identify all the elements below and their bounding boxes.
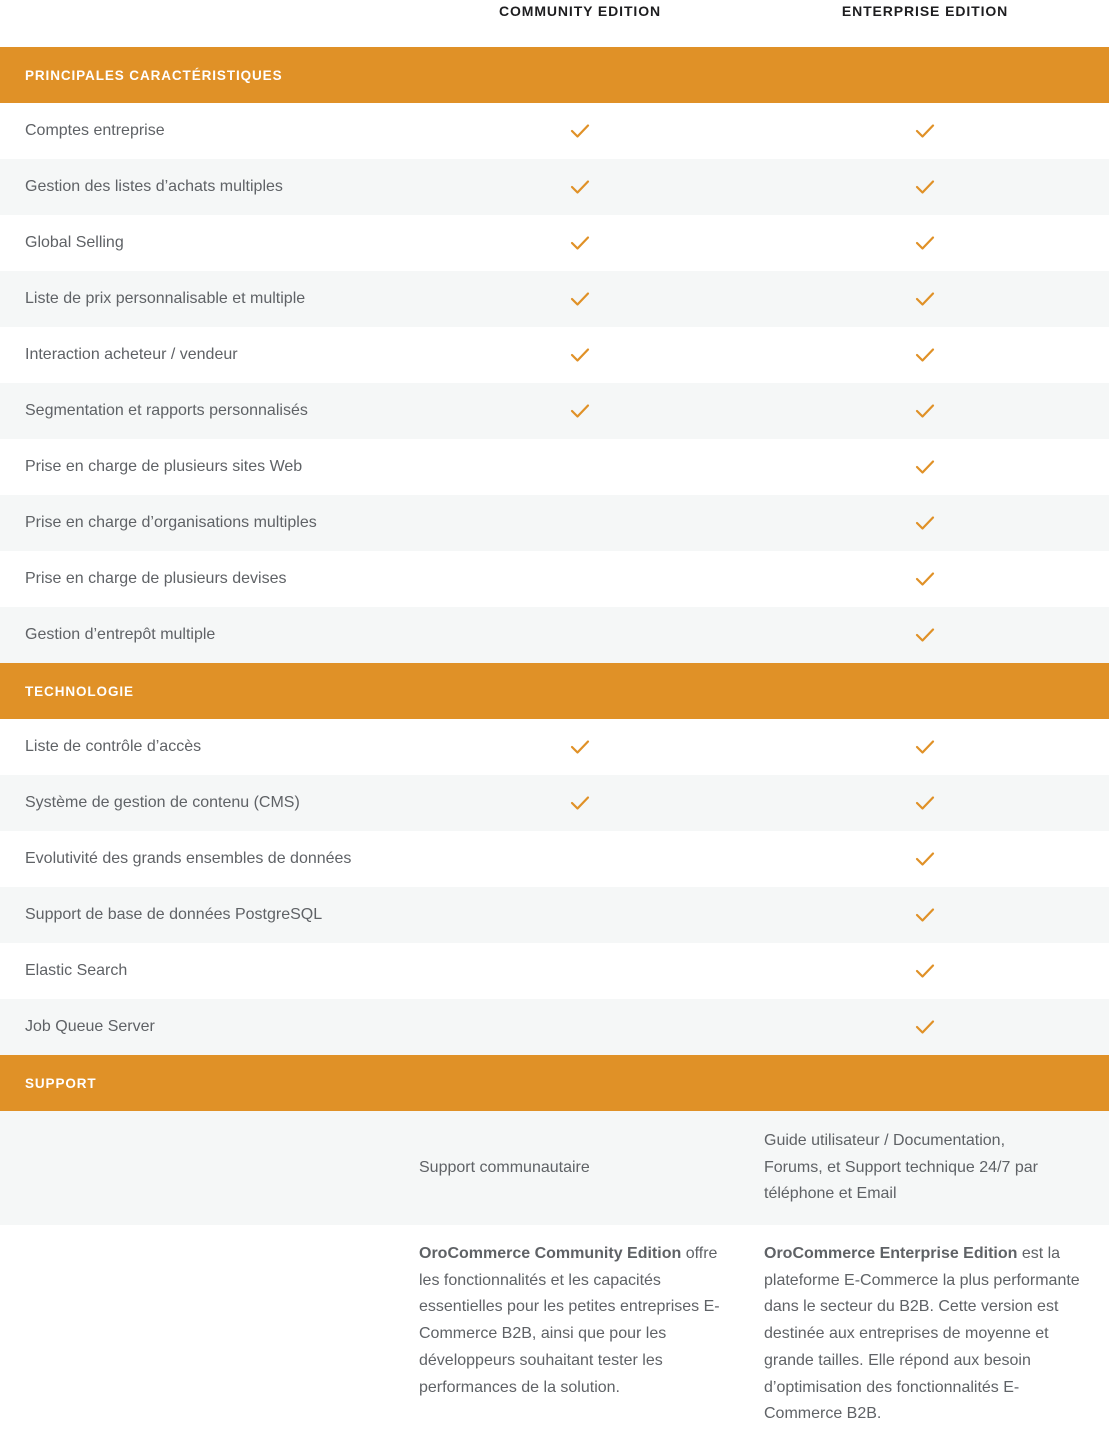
feature-label: Global Selling [25,234,124,251]
section-header [0,663,1109,719]
comparison-table [0,47,1109,1055]
feature-label: Gestion d’entrepôt multiple [25,626,216,643]
checkmark-icon [915,347,935,363]
community-cell [420,103,740,159]
checkmark-icon [915,627,935,643]
community-cell [420,271,740,327]
feature-label: Prise en charge de plusieurs devises [25,570,287,587]
checkmark-icon [915,291,935,307]
community-cell [420,215,740,271]
community-cell [420,607,740,663]
feature-row [0,103,1109,159]
feature-label: Evolutivité des grands ensembles de données [25,850,352,867]
checkmark-icon [915,123,935,139]
community-cell [420,495,740,551]
feature-row [0,159,1109,215]
community-description [419,1241,741,1401]
feature-label: Support de base de données PostgreSQL [25,906,323,923]
feature-row [0,271,1109,327]
enterprise-cell [765,887,1085,943]
section-title: PRINCIPALES CARACTÉRISTIQUES [25,67,283,83]
community-cell [420,327,740,383]
community-edition-header: COMMUNITY EDITION [498,3,662,19]
community-cell [420,775,740,831]
checkmark-icon [570,739,590,755]
checkmark-icon [915,459,935,475]
section-title: TECHNOLOGIE [25,683,134,699]
enterprise-cell [765,607,1085,663]
community-cell [420,439,740,495]
checkmark-icon [915,235,935,251]
checkmark-icon [915,403,935,419]
feature-row [0,887,1109,943]
enterprise-cell [765,999,1085,1055]
community-cell [420,943,740,999]
feature-row [0,439,1109,495]
section-header [0,47,1109,103]
checkmark-icon [570,347,590,363]
enterprise-support-line: Forums, et Support technique 24/7 par [764,1158,1038,1176]
community-description-body: offre les fonctionnalités et les capacités essentielles pour les petites entreprises E-Commerce B2B, ainsi que pour les développeurs souhaitant tester les performances de la solution. [419,1245,720,1396]
enterprise-support-line: téléphone et Email [764,1185,897,1202]
community-cell [420,887,740,943]
enterprise-edition-header: ENTERPRISE EDITION [841,3,1009,19]
enterprise-cell [765,103,1085,159]
checkmark-icon [570,123,590,139]
feature-row [0,383,1109,439]
checkmark-icon [915,907,935,923]
feature-row [0,831,1109,887]
feature-row [0,775,1109,831]
feature-row [0,327,1109,383]
checkmark-icon [915,963,935,979]
community-cell [420,383,740,439]
feature-label: Comptes entreprise [25,122,165,139]
checkmark-icon [570,235,590,251]
feature-label: Système de gestion de contenu (CMS) [25,794,300,811]
feature-label: Liste de contrôle d’accès [25,738,202,755]
enterprise-support-text [764,1128,1094,1208]
feature-label: Prise en charge de plusieurs sites Web [25,458,303,475]
checkmark-icon [915,739,935,755]
feature-row [0,607,1109,663]
feature-row [0,999,1109,1055]
community-cell [420,999,740,1055]
feature-row [0,551,1109,607]
enterprise-cell [765,271,1085,327]
enterprise-cell [765,495,1085,551]
enterprise-support-line: Guide utilisateur / Documentation, [764,1132,1006,1149]
column-header-row [0,0,1109,47]
checkmark-icon [570,403,590,419]
feature-row [0,215,1109,271]
checkmark-icon [915,571,935,587]
checkmark-icon [570,179,590,195]
description-row [0,1225,1109,1443]
checkmark-icon [915,795,935,811]
community-cell [420,159,740,215]
feature-row [0,719,1109,775]
checkmark-icon [915,851,935,867]
checkmark-icon [570,291,590,307]
enterprise-description [764,1241,1094,1428]
enterprise-cell [765,159,1085,215]
enterprise-cell [765,775,1085,831]
checkmark-icon [915,515,935,531]
checkmark-icon [915,179,935,195]
checkmark-icon [570,795,590,811]
enterprise-description-title: OroCommerce Enterprise Edition [764,1245,1018,1262]
community-cell [420,831,740,887]
section-header-support [0,1055,1109,1111]
feature-label: Segmentation et rapports personnalisés [25,402,308,419]
enterprise-cell [765,383,1085,439]
enterprise-cell [765,551,1085,607]
community-description-title: OroCommerce Community Edition [419,1245,682,1262]
enterprise-cell [765,439,1085,495]
feature-label: Liste de prix personnalisable et multiple [25,290,306,307]
feature-label: Job Queue Server [25,1018,155,1035]
section-title: SUPPORT [25,1075,97,1091]
enterprise-description-body: est la plateforme E-Commerce la plus performante dans le secteur du B2B. Cette version est destinée aux entreprises de moyenne et grande tailles. Elle répond aux besoin d’optimisation des fonctionnalités E-Commerce B2B. [764,1245,1080,1423]
enterprise-cell [765,215,1085,271]
feature-row [0,943,1109,999]
feature-label: Prise en charge d’organisations multiples [25,514,317,531]
feature-label: Interaction acheteur / vendeur [25,346,238,363]
enterprise-cell [765,327,1085,383]
feature-row [0,495,1109,551]
checkmark-icon [915,1019,935,1035]
feature-label: Elastic Search [25,962,128,979]
feature-label: Gestion des listes d’achats multiples [25,178,283,195]
community-support-text: Support communautaire [419,1159,590,1176]
support-row [0,1111,1109,1225]
enterprise-cell [765,831,1085,887]
enterprise-cell [765,943,1085,999]
enterprise-cell [765,719,1085,775]
community-cell [420,551,740,607]
community-cell [420,719,740,775]
